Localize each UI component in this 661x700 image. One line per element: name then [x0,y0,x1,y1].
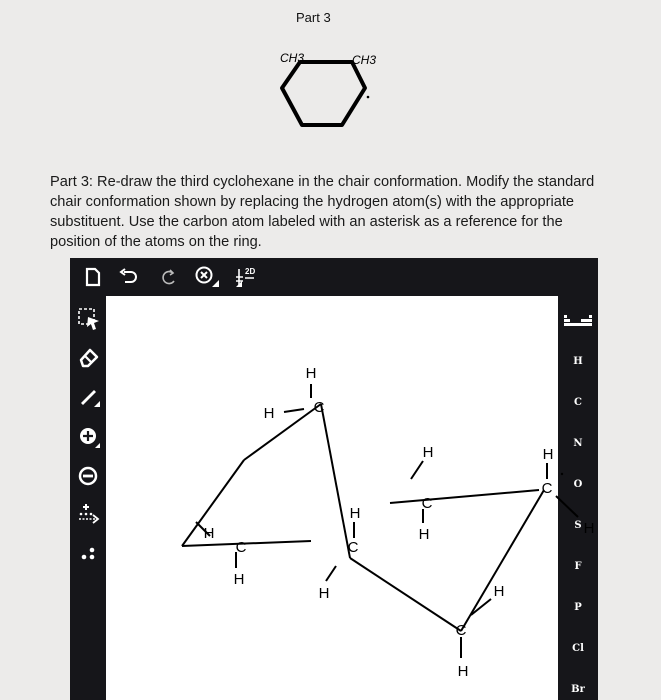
select-tool-icon[interactable] [76,306,102,332]
bond-ring-4 [321,404,350,558]
element-h[interactable]: H [573,356,583,367]
hydrogen-atom-8[interactable]: H [418,526,430,543]
eraser-icon[interactable] [76,344,102,370]
hydrogen-atom-4[interactable]: H [233,571,245,588]
bond-h-left-1 [284,409,304,412]
left-toolbar [70,296,106,700]
zoom-clear-icon[interactable] [194,264,220,290]
hydrogen-atom-9[interactable]: H [542,446,554,463]
carbon-atom-4[interactable]: C [421,495,433,512]
stereo-dot [367,96,370,99]
bond-ring-1 [244,404,321,460]
lone-pair-icon[interactable] [76,542,102,568]
carbon-atom-5-asterisk[interactable]: C [541,480,553,497]
single-bond-icon[interactable] [76,384,102,410]
element-c[interactable]: C [574,397,582,408]
element-s[interactable]: S [574,520,582,531]
element-f[interactable]: F [574,561,582,572]
element-p[interactable]: P [574,602,582,613]
bond-ring-3 [182,541,311,546]
element-br[interactable]: Br [571,684,585,695]
hydrogen-atom-5[interactable]: H [349,505,361,522]
template-2d-button[interactable] [234,264,260,290]
hexagon-ring [282,62,365,125]
hydrogen-atom-11[interactable]: H [493,583,505,600]
hydrogen-atom-6[interactable]: H [318,585,330,602]
bond-ring-7 [461,490,544,631]
editor-toolbar [70,258,598,296]
charge-minus-icon[interactable] [76,464,102,490]
element-cl[interactable]: Cl [572,643,584,654]
hydrogen-atom-7[interactable]: H [422,444,434,461]
hydrogen-atom-1[interactable]: H [305,365,317,382]
hydrogen-atom-3[interactable]: H [203,525,215,542]
bond-lines [182,384,578,658]
hydrogen-atom-2[interactable]: H [263,405,275,422]
undo-icon[interactable] [116,264,142,290]
cyclohexane-hexagon [260,40,390,140]
periodic-table-icon[interactable] [564,314,592,332]
bond-h-up-4 [411,461,423,479]
bond-h-down-3 [326,566,336,581]
carbon-atom-6[interactable]: C [455,622,467,639]
carbon-atom-2[interactable]: C [235,539,247,556]
bond-ring-6 [390,490,539,503]
redo-icon[interactable] [156,264,182,290]
hydrogen-atom-10[interactable]: H [583,520,595,537]
element-n[interactable]: N [573,438,583,449]
carbon-atom-1[interactable]: C [313,399,325,416]
ch3-left-label: CH3 [280,51,305,65]
periodic-table-panel [558,296,598,700]
chemical-drawing-editor [70,258,598,700]
hydrogen-atom-12[interactable]: H [457,663,469,680]
electron-arrow-icon[interactable] [76,502,102,528]
charge-plus-icon[interactable] [76,424,102,450]
template-2d-label: 2D [245,267,256,276]
instructions-text: Part 3: Re-draw the third cyclohexane in the chair conformation. Modify the standard chair conformation shown by replacing the hydrogen atom(s) with the appropriate substituent. Use the carbon atom labeled with an asterisk as a reference for the position of the atoms on the ring. [50,174,595,250]
page-title: Part 3 [296,10,331,25]
element-o[interactable]: O [573,479,583,490]
bond-ring-5 [350,558,461,631]
ch3-right-label: CH3 [352,53,377,67]
new-document-icon[interactable] [80,264,106,290]
carbon-atom-3[interactable]: C [347,539,359,556]
